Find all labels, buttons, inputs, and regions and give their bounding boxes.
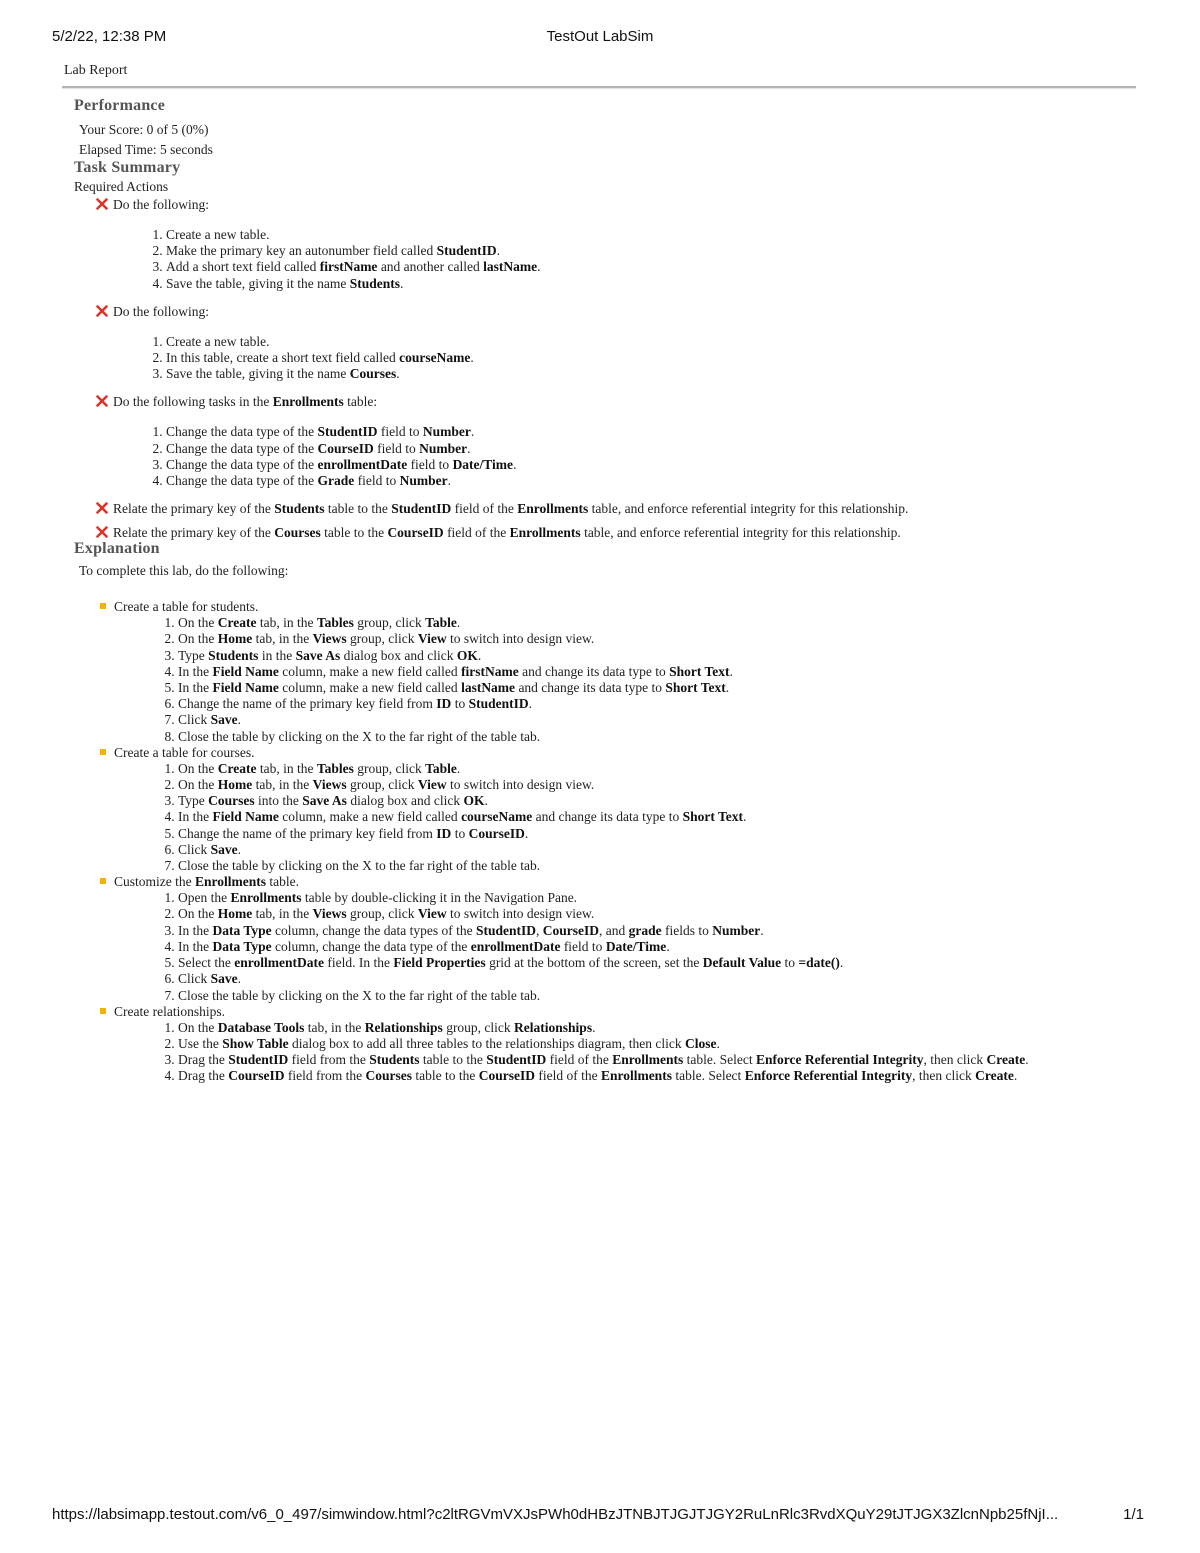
page-url: https://labsimapp.testout.com/v6_0_497/simwindow.html?c2ltRGVmVXJsPWh0dHBzJTNBJTJGJTJGY2RuLnRlc3RvdXQuY29tJTJGX3ZlcnNpb25fNjI...	[52, 1506, 1059, 1523]
task-text: Relate the primary key of the Courses table to the CourseID field of the Enrollments table, and enforce referential integrity for this relationship.	[113, 525, 901, 541]
task-item	[96, 501, 1134, 517]
explanation-steps	[114, 761, 1134, 874]
task-text: Do the following:	[113, 303, 209, 319]
task-text: Do the following tasks in the Enrollments table:	[113, 394, 378, 410]
explanation-step: 2. On the Home tab, in the Views group, click View to switch into design view.	[178, 906, 1134, 922]
explanation-item: Create a table for students. 1. On the Create tab, in the Tables group, click Table. 2. On the Home tab, in the Views group, click View to switch into design view. 3. Type Students in the Save As dialog box and click OK. 4. In the Field Name column, make a new field called firstName and change its data type to Short Text. 5. In the Field Name column, make a new field called lastName and change its data type to Short Text. 6. Change the name of the primary key field from ID to StudentID. 7. Click Save. 8. Close the table by clicking on the X to the far right of the table tab.	[100, 599, 1134, 745]
task-item	[96, 197, 1134, 292]
lab-report-title: Lab Report	[64, 63, 128, 78]
task-step: 3. Change the data type of the enrollmentDate field to Date/Time.	[166, 457, 1134, 473]
task-steps	[96, 227, 1134, 292]
page-number: 1/1	[1123, 1506, 1144, 1523]
task-item	[96, 525, 1134, 541]
explanation-step: 7. Close the table by clicking on the X to the far right of the table tab.	[178, 988, 1134, 1004]
task-item	[96, 394, 1134, 489]
explanation-step: 2. On the Home tab, in the Views group, click View to switch into design view.	[178, 631, 1134, 647]
task-step: 3. Add a short text field called firstName and another called lastName.	[166, 259, 1134, 275]
task-step: 4. Change the data type of the Grade field to Number.	[166, 473, 1134, 489]
square-bullet-icon	[100, 1008, 106, 1014]
explanation-step: 2. On the Home tab, in the Views group, click View to switch into design view.	[178, 777, 1134, 793]
required-actions-label: Required Actions	[74, 179, 169, 194]
explanation-step: 1. On the Database Tools tab, in the Relationships group, click Relationships.	[178, 1020, 1134, 1036]
x-mark-icon	[96, 395, 108, 407]
task-step: 1. Create a new table.	[166, 227, 1134, 243]
explanation-step: 5. Change the name of the primary key field from ID to CourseID.	[178, 826, 1134, 842]
task-steps	[96, 334, 1134, 383]
explanation-step: 2. Use the Show Table dialog box to add all three tables to the relationships diagram, then click Close.	[178, 1036, 1134, 1052]
explanation-steps	[114, 1020, 1134, 1085]
task-step: 2. Change the data type of the CourseID field to Number.	[166, 441, 1134, 457]
task-step: 1. Change the data type of the StudentID field to Number.	[166, 424, 1134, 440]
score-text: Your Score: 0 of 5 (0%)	[79, 122, 209, 137]
task-step: 3. Save the table, giving it the name Courses.	[166, 366, 1134, 382]
report-content	[74, 98, 1134, 1085]
explanation-step: 3. Type Courses into the Save As dialog box and click OK.	[178, 793, 1134, 809]
print-date: 5/2/22, 12:38 PM	[52, 28, 167, 45]
task-summary-heading: Task Summary	[74, 159, 181, 176]
square-bullet-icon	[100, 749, 106, 755]
explanation-steps	[114, 890, 1134, 1003]
explanation-step: 6. Click Save.	[178, 971, 1134, 987]
explanation-step: 4. In the Data Type column, change the data type of the enrollmentDate field to Date/Time.	[178, 939, 1134, 955]
explanation-step: 1. Open the Enrollments table by double-clicking it in the Navigation Pane.	[178, 890, 1134, 906]
task-steps	[96, 424, 1134, 489]
task-step: 2. In this table, create a short text field called courseName.	[166, 350, 1134, 366]
explanation-heading: Explanation	[74, 540, 160, 558]
explanation-step: 7. Close the table by clicking on the X to the far right of the table tab.	[178, 858, 1134, 874]
task-step: 4. Save the table, giving it the name Students.	[166, 276, 1134, 292]
square-bullet-icon	[100, 603, 106, 609]
header-divider	[62, 86, 1136, 89]
x-mark-icon	[96, 502, 108, 514]
explanation-step: 4. Drag the CourseID field from the Courses table to the CourseID field of the Enrollments table. Select Enforce Referential Integrity, then click Create.	[178, 1068, 1134, 1084]
explanation-item: Create relationships. 1. On the Database Tools tab, in the Relationships group, click Relationships. 2. Use the Show Table dialog box to add all three tables to the relationships diagram, then click Close. 3. Drag the StudentID field from the Students table to the StudentID field of the Enrollments table. Select Enforce Referential Integrity, then click Create. 4. Drag the CourseID field from the Courses table to the CourseID field of the Enrollments table. Select Enforce Referential Integrity, then click Create.	[100, 1004, 1134, 1085]
x-mark-icon	[96, 305, 108, 317]
explanation-item: Create a table for courses. 1. On the Create tab, in the Tables group, click Table. 2. On the Home tab, in the Views group, click View to switch into design view. 3. Type Courses into the Save As dialog box and click OK. 4. In the Field Name column, make a new field called courseName and change its data type to Short Text. 5. Change the name of the primary key field from ID to CourseID. 6. Click Save. 7. Close the table by clicking on the X to the far right of the table tab.	[100, 745, 1134, 874]
x-mark-icon	[96, 198, 108, 210]
explanation-step: 6. Click Save.	[178, 842, 1134, 858]
task-text: Do the following:	[113, 197, 209, 212]
square-bullet-icon	[100, 878, 106, 884]
task-step: 2. Make the primary key an autonumber field called StudentID.	[166, 243, 1134, 259]
explanation-steps	[114, 615, 1134, 745]
explanation-step: 5. In the Field Name column, make a new field called lastName and change its data type to Short Text.	[178, 680, 1134, 696]
explanation-step: 5. Select the enrollmentDate field. In the Field Properties grid at the bottom of the screen, set the Default Value to =date().	[178, 955, 1134, 971]
explanation-step: 1. On the Create tab, in the Tables group, click Table.	[178, 761, 1134, 777]
explanation-step: 3. Type Students in the Save As dialog box and click OK.	[178, 648, 1134, 664]
task-item	[96, 304, 1134, 383]
task-text: Relate the primary key of the Students table to the StudentID field of the Enrollments table, and enforce referential integrity for this relationship.	[113, 501, 909, 517]
explanation-step: 1. On the Create tab, in the Tables group, click Table.	[178, 615, 1134, 631]
explanation-step: 4. In the Field Name column, make a new field called firstName and change its data type to Short Text.	[178, 664, 1134, 680]
print-header	[52, 28, 1148, 48]
explanation-step: 8. Close the table by clicking on the X to the far right of the table tab.	[178, 729, 1134, 745]
explanation-item: Customize the Enrollments table. 1. Open the Enrollments table by double-clicking it in the Navigation Pane. 2. On the Home tab, in the Views group, click View to switch into design view. 3. In the Data Type column, change the data types of the StudentID, CourseID, and grade fields to Number. 4. In the Data Type column, change the data type of the enrollmentDate field to Date/Time. 5. Select the enrollmentDate field. In the Field Properties grid at the bottom of the screen, set the Default Value to =date(). 6. Click Save. 7. Close the table by clicking on the X to the far right of the table tab.	[100, 874, 1134, 1003]
explanation-step: 7. Click Save.	[178, 712, 1134, 728]
print-footer	[52, 1506, 1148, 1526]
explanation-step: 6. Change the name of the primary key field from ID to StudentID.	[178, 696, 1134, 712]
x-mark-icon	[96, 526, 108, 538]
explanation-step: 3. Drag the StudentID field from the Students table to the StudentID field of the Enrollments table. Select Enforce Referential Integrity, then click Create.	[178, 1052, 1134, 1068]
explanation-list	[74, 599, 1134, 1084]
explanation-intro: To complete this lab, do the following:	[79, 563, 289, 579]
elapsed-time-text: Elapsed Time: 5 seconds	[79, 142, 213, 157]
explanation-step: 3. In the Data Type column, change the data types of the StudentID, CourseID, and grade fields to Number.	[178, 923, 1134, 939]
performance-heading: Performance	[74, 97, 166, 114]
print-title: TestOut LabSim	[546, 28, 654, 45]
explanation-step: 4. In the Field Name column, make a new field called courseName and change its data type to Short Text.	[178, 809, 1134, 825]
task-step: 1. Create a new table.	[166, 334, 1134, 350]
